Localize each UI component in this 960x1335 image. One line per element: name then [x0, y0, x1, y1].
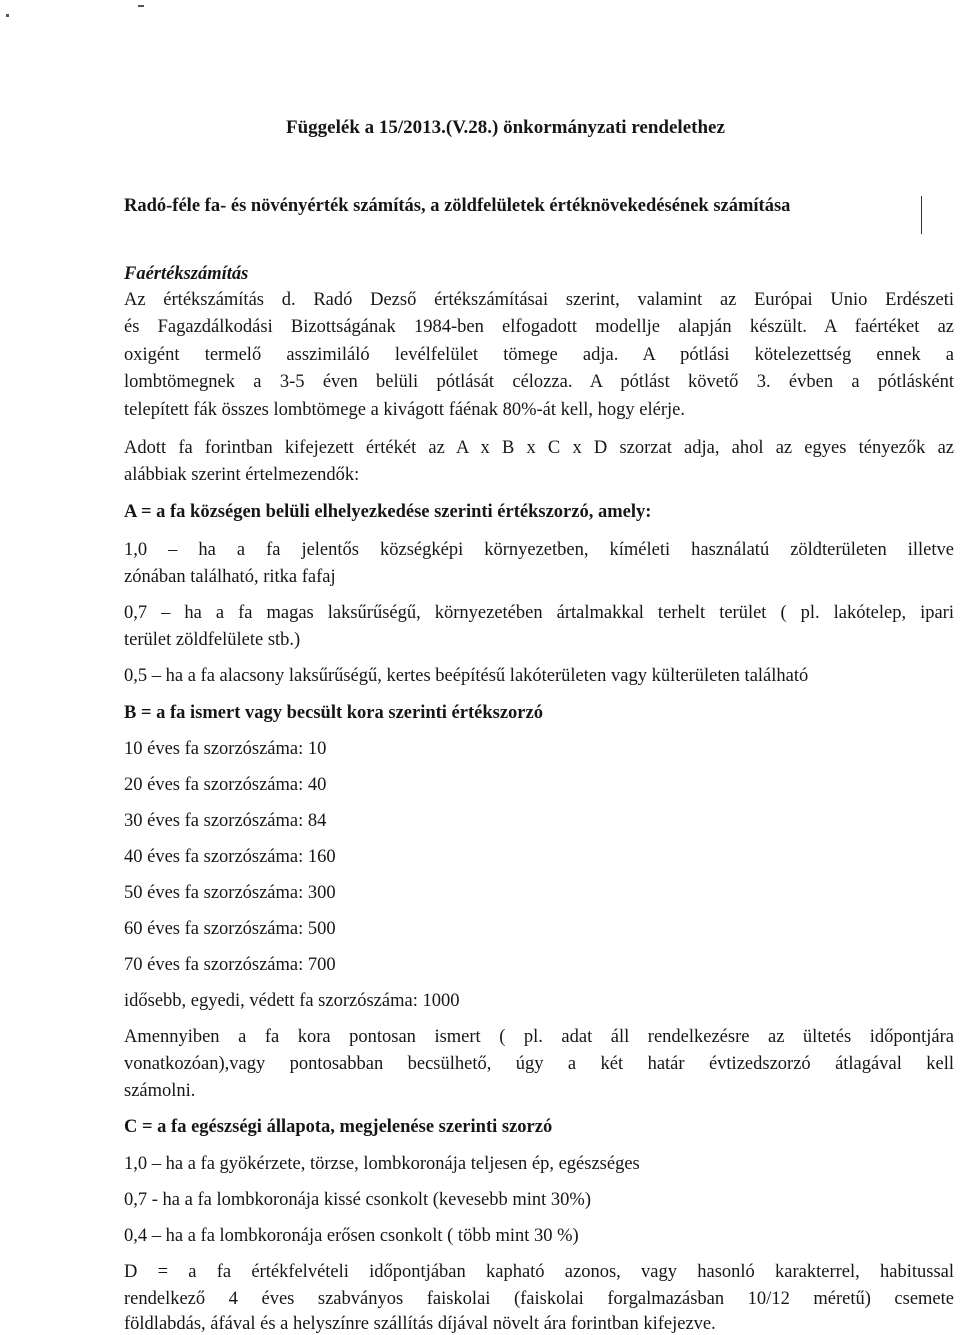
factor-c-item: 1,0 – ha a fa gyökérzete, törzse, lombkoronája teljesen ép, egészséges [124, 1154, 640, 1174]
factor-b-item: idősebb, egyedi, védett fa szorzószáma: 1000 [124, 991, 460, 1011]
intro-line: oxigént termelő asszimiláló levélfelület tömege adja. A pótlási kötelezettség ennek a [124, 345, 954, 365]
margin-bar [921, 196, 922, 234]
document-title: Függelék a 15/2013.(V.28.) önkormányzati rendelethez [286, 117, 725, 138]
factor-b-item: 10 éves fa szorzószáma: 10 [124, 739, 327, 759]
factor-a-item: 0,7 – ha a fa magas laksűrűségű, környezetében ártalmakkal terhelt terület ( pl. lakótelep, ipari [124, 603, 954, 623]
intro-line: és Fagazdálkodási Bizottságának 1984-ben elfogadott modellje alapján készült. A faértéket az [124, 317, 954, 337]
factor-a-item-cont: zónában található, ritka fafaj [124, 567, 336, 587]
factor-d-line: földlabdás, áfával és a helyszínre szállítás díjával növelt ára forintban kifejezve. [124, 1314, 716, 1334]
factor-b-item: 70 éves fa szorzószáma: 700 [124, 955, 336, 975]
factor-a-item-cont: terület zöldfelülete stb.) [124, 630, 301, 650]
intro-line: Az értékszámítás d. Radó Dezső értékszámításai szerint, valamint az Európai Unio Erdészeti [124, 290, 954, 310]
factor-b-heading: B = a fa ismert vagy becsült kora szerinti értékszorzó [124, 703, 543, 723]
document-subtitle: Radó-féle fa- és növényérték számítás, a zöldfelületek értéknövekedésének számítása [124, 196, 791, 216]
factor-d-line: rendelkező 4 éves szabványos faiskolai (faiskolai forgalmazásban 10/12 méretű) csemete [124, 1289, 954, 1309]
intro-line: telepített fák összes lombtömege a kivágott fáénak 80%-át kell, hogy elérje. [124, 400, 685, 420]
intro-line: lombtömegnek a 3-5 éven belüli pótlását célozza. A pótlást követő 3. évben a pótlásként [124, 372, 954, 392]
scan-speck [6, 14, 9, 17]
factor-a-heading: A = a fa községen belüli elhelyezkedése szerinti értékszorzó, amely: [124, 502, 652, 522]
factor-b-note: számolni. [124, 1081, 196, 1101]
factor-b-item: 50 éves fa szorzószáma: 300 [124, 883, 336, 903]
factor-b-item: 60 éves fa szorzószáma: 500 [124, 919, 336, 939]
factor-c-heading: C = a fa egészségi állapota, megjelenése szerinti szorzó [124, 1117, 553, 1137]
factor-a-item: 0,5 – ha a fa alacsony laksűrűségű, kertes beépítésű lakóterületen vagy külterületen található [124, 666, 809, 686]
formula-line: alábbiak szerint értelmezendők: [124, 465, 360, 485]
section-heading: Faértékszámítás [124, 264, 249, 284]
formula-line: Adott fa forintban kifejezett értékét az A x B x C x D szorzat adja, ahol az egyes tényezők az [124, 438, 954, 458]
factor-c-item: 0,7 - ha a fa lombkoronája kissé csonkolt (kevesebb mint 30%) [124, 1190, 592, 1210]
factor-b-item: 20 éves fa szorzószáma: 40 [124, 775, 327, 795]
factor-b-note: vonatkozóan),vagy pontosabban becsülhető, úgy a két határ évtizedszorzó átlagával kell [124, 1054, 954, 1074]
factor-b-item: 40 éves fa szorzószáma: 160 [124, 847, 336, 867]
factor-d-line: D = a fa értékfelvételi időpontjában kapható azonos, vagy hasonló karakterrel, habitussal [124, 1262, 954, 1282]
factor-b-item: 30 éves fa szorzószáma: 84 [124, 811, 327, 831]
factor-c-item: 0,4 – ha a fa lombkoronája erősen csonkolt ( több mint 30 %) [124, 1226, 579, 1246]
factor-a-item: 1,0 – ha a fa jelentős községképi környezetben, kíméleti használatú zöldterületen illetve [124, 540, 954, 560]
factor-b-note: Amennyiben a fa kora pontosan ismert ( pl. adat áll rendelkezésre az ültetés időpontjára [124, 1027, 954, 1047]
scan-speck [138, 5, 144, 7]
